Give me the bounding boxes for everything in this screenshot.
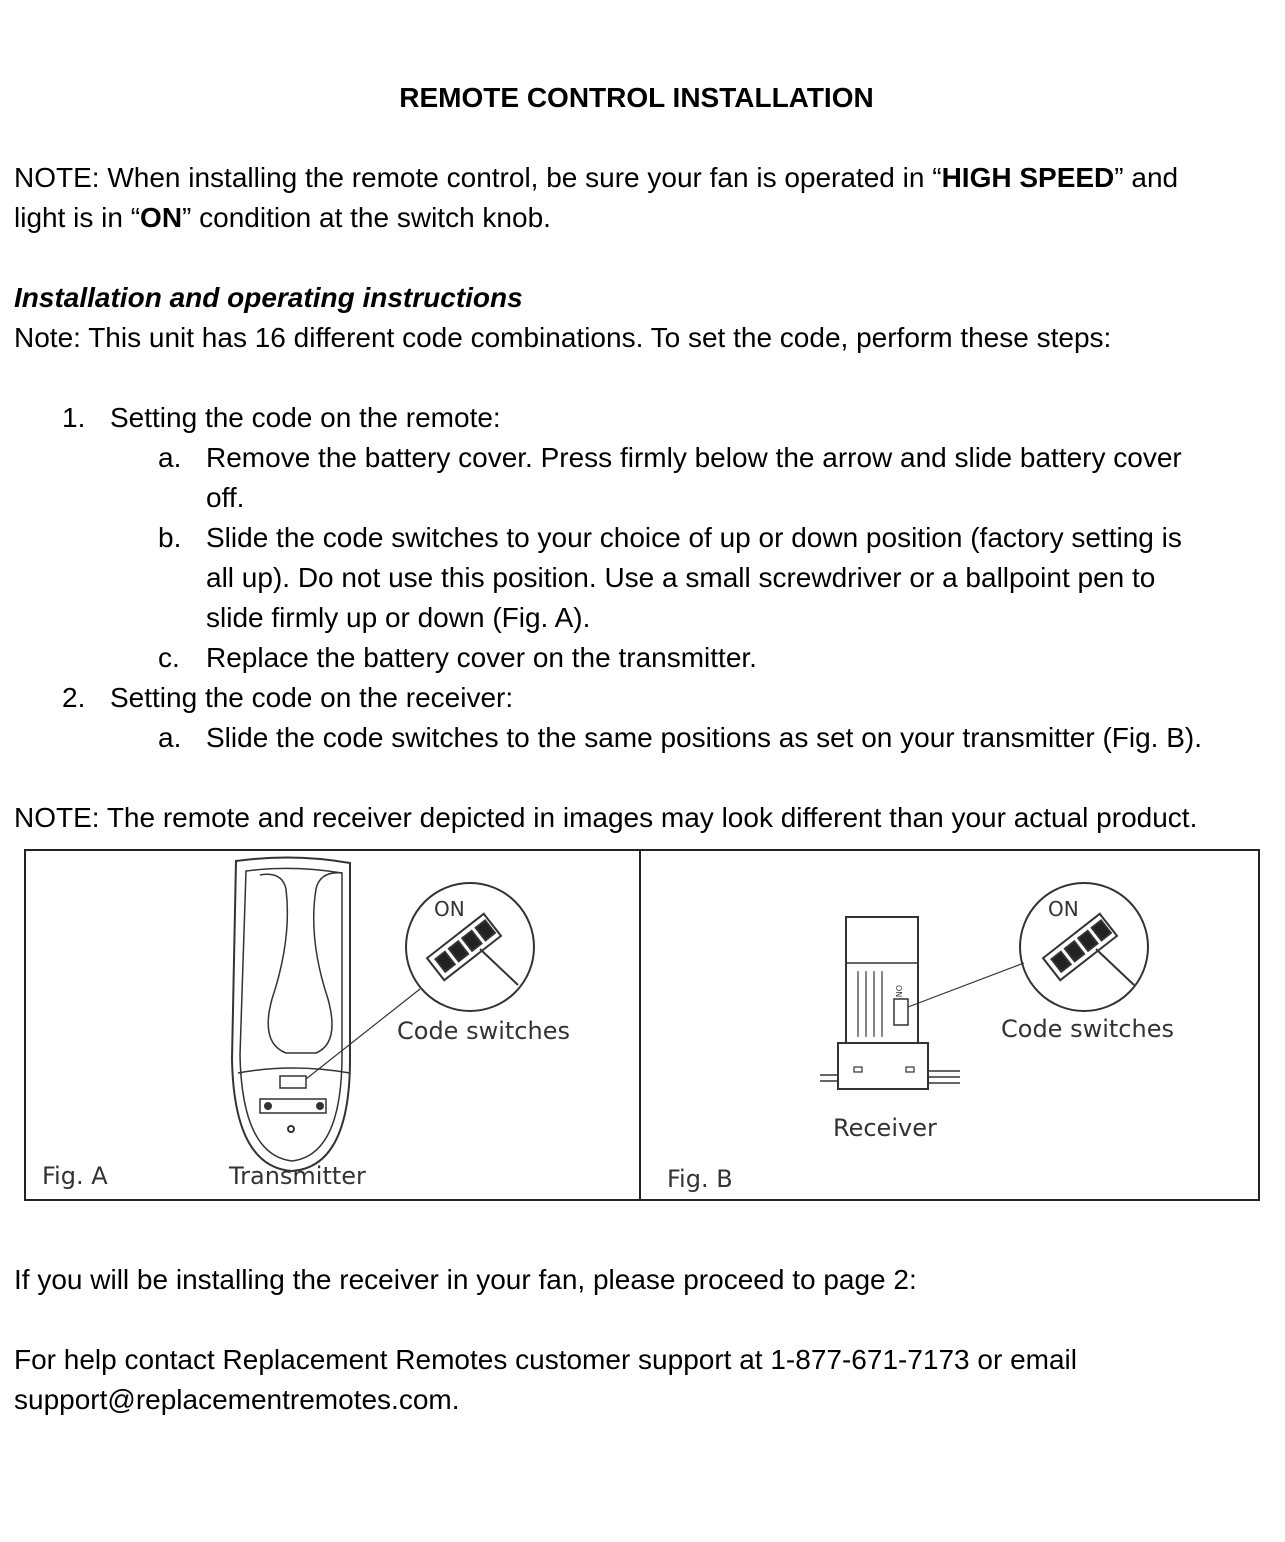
- on-label: ON: [434, 897, 465, 921]
- step-number: 1.: [62, 402, 86, 433]
- dip-switch-magnified-b: [1043, 914, 1117, 980]
- substep-text: Remove the battery cover. Press firmly below the arrow and slide battery cover: [206, 442, 1182, 473]
- help-contact-email: support@replacementremotes.com.: [14, 1384, 460, 1415]
- transmitter-caption: Transmitter: [229, 1162, 366, 1190]
- screwdriver-tip-b: [1096, 949, 1134, 985]
- note-high-speed-line-1: NOTE: When installing the remote control, be sure your fan is operated in “HIGH SPEED” and: [14, 162, 1179, 193]
- dip-callout-b: [1020, 883, 1148, 1011]
- substep-text: Replace the battery cover on the transmitter.: [206, 642, 757, 673]
- battery-cover-seam: [238, 1068, 350, 1073]
- callout-leader-b: [908, 963, 1024, 1007]
- substep-letter: a.: [158, 442, 182, 473]
- screwdriver-tip-a: [480, 949, 518, 985]
- receiver-base: [838, 1043, 928, 1089]
- substep-letter: c.: [158, 642, 180, 673]
- code-combinations-note: Note: This unit has 16 different code combinations. To set the code, perform these steps:: [14, 322, 1112, 353]
- transmitter-inner-rim: [240, 868, 342, 1161]
- code-switches-label: Code switches: [1001, 1015, 1174, 1043]
- transmitter-dip-switch: [280, 1076, 306, 1088]
- substep-text: off.: [206, 482, 245, 513]
- step-text: Setting the code on the remote:: [110, 402, 501, 433]
- transmitter-button-recess: [260, 873, 342, 1053]
- substep-text: Slide the code switches to the same positions as set on your transmitter (Fig. B).: [206, 722, 1202, 753]
- fig-b-label: Fig. B: [667, 1165, 733, 1193]
- receiver-illustration: [820, 917, 1024, 1089]
- page-title: REMOTE CONTROL INSTALLATION: [399, 82, 874, 113]
- transmitter-illustration: [232, 857, 420, 1171]
- transmitter-screw: [288, 1126, 294, 1132]
- substep-letter: a.: [158, 722, 182, 753]
- receiver-small-on-label: ON: [894, 985, 903, 998]
- substep-text: Slide the code switches to your choice of up or down position (factory setting is: [206, 522, 1182, 553]
- battery-contact: [265, 1103, 271, 1109]
- figures-illustration: [24, 849, 1260, 1201]
- high-speed-emphasis: HIGH SPEED: [941, 162, 1115, 193]
- receiver-dip-switch: [894, 999, 908, 1025]
- substep-letter: b.: [158, 522, 182, 553]
- step-text: Setting the code on the receiver:: [110, 682, 514, 713]
- help-contact-line-1: For help contact Replacement Remotes customer support at 1-877-671-7173 or email: [14, 1344, 1077, 1375]
- battery-contact: [317, 1103, 323, 1109]
- substep-text: all up). Do not use this position. Use a small screwdriver or a ballpoint pen to: [206, 562, 1156, 593]
- step-number: 2.: [62, 682, 86, 713]
- product-appearance-note: NOTE: The remote and receiver depicted in images may look different than your actual product.: [14, 802, 1198, 833]
- note-high-speed-line-2: light is in “ON” condition at the switch knob.: [14, 202, 551, 233]
- section-heading: Installation and operating instructions: [14, 282, 523, 313]
- code-switches-label: Code switches: [397, 1017, 570, 1045]
- figures-panel: [24, 849, 1260, 1201]
- substep-text: slide firmly up or down (Fig. A).: [206, 602, 591, 633]
- on-emphasis: ON: [140, 202, 183, 233]
- receiver-caption: Receiver: [833, 1114, 937, 1142]
- proceed-note: If you will be installing the receiver in your fan, please proceed to page 2:: [14, 1264, 917, 1295]
- dip-switch-magnified-a: [427, 914, 501, 980]
- on-label: ON: [1048, 897, 1079, 921]
- dip-callout-a: [406, 883, 534, 1011]
- fig-a-label: Fig. A: [42, 1162, 108, 1190]
